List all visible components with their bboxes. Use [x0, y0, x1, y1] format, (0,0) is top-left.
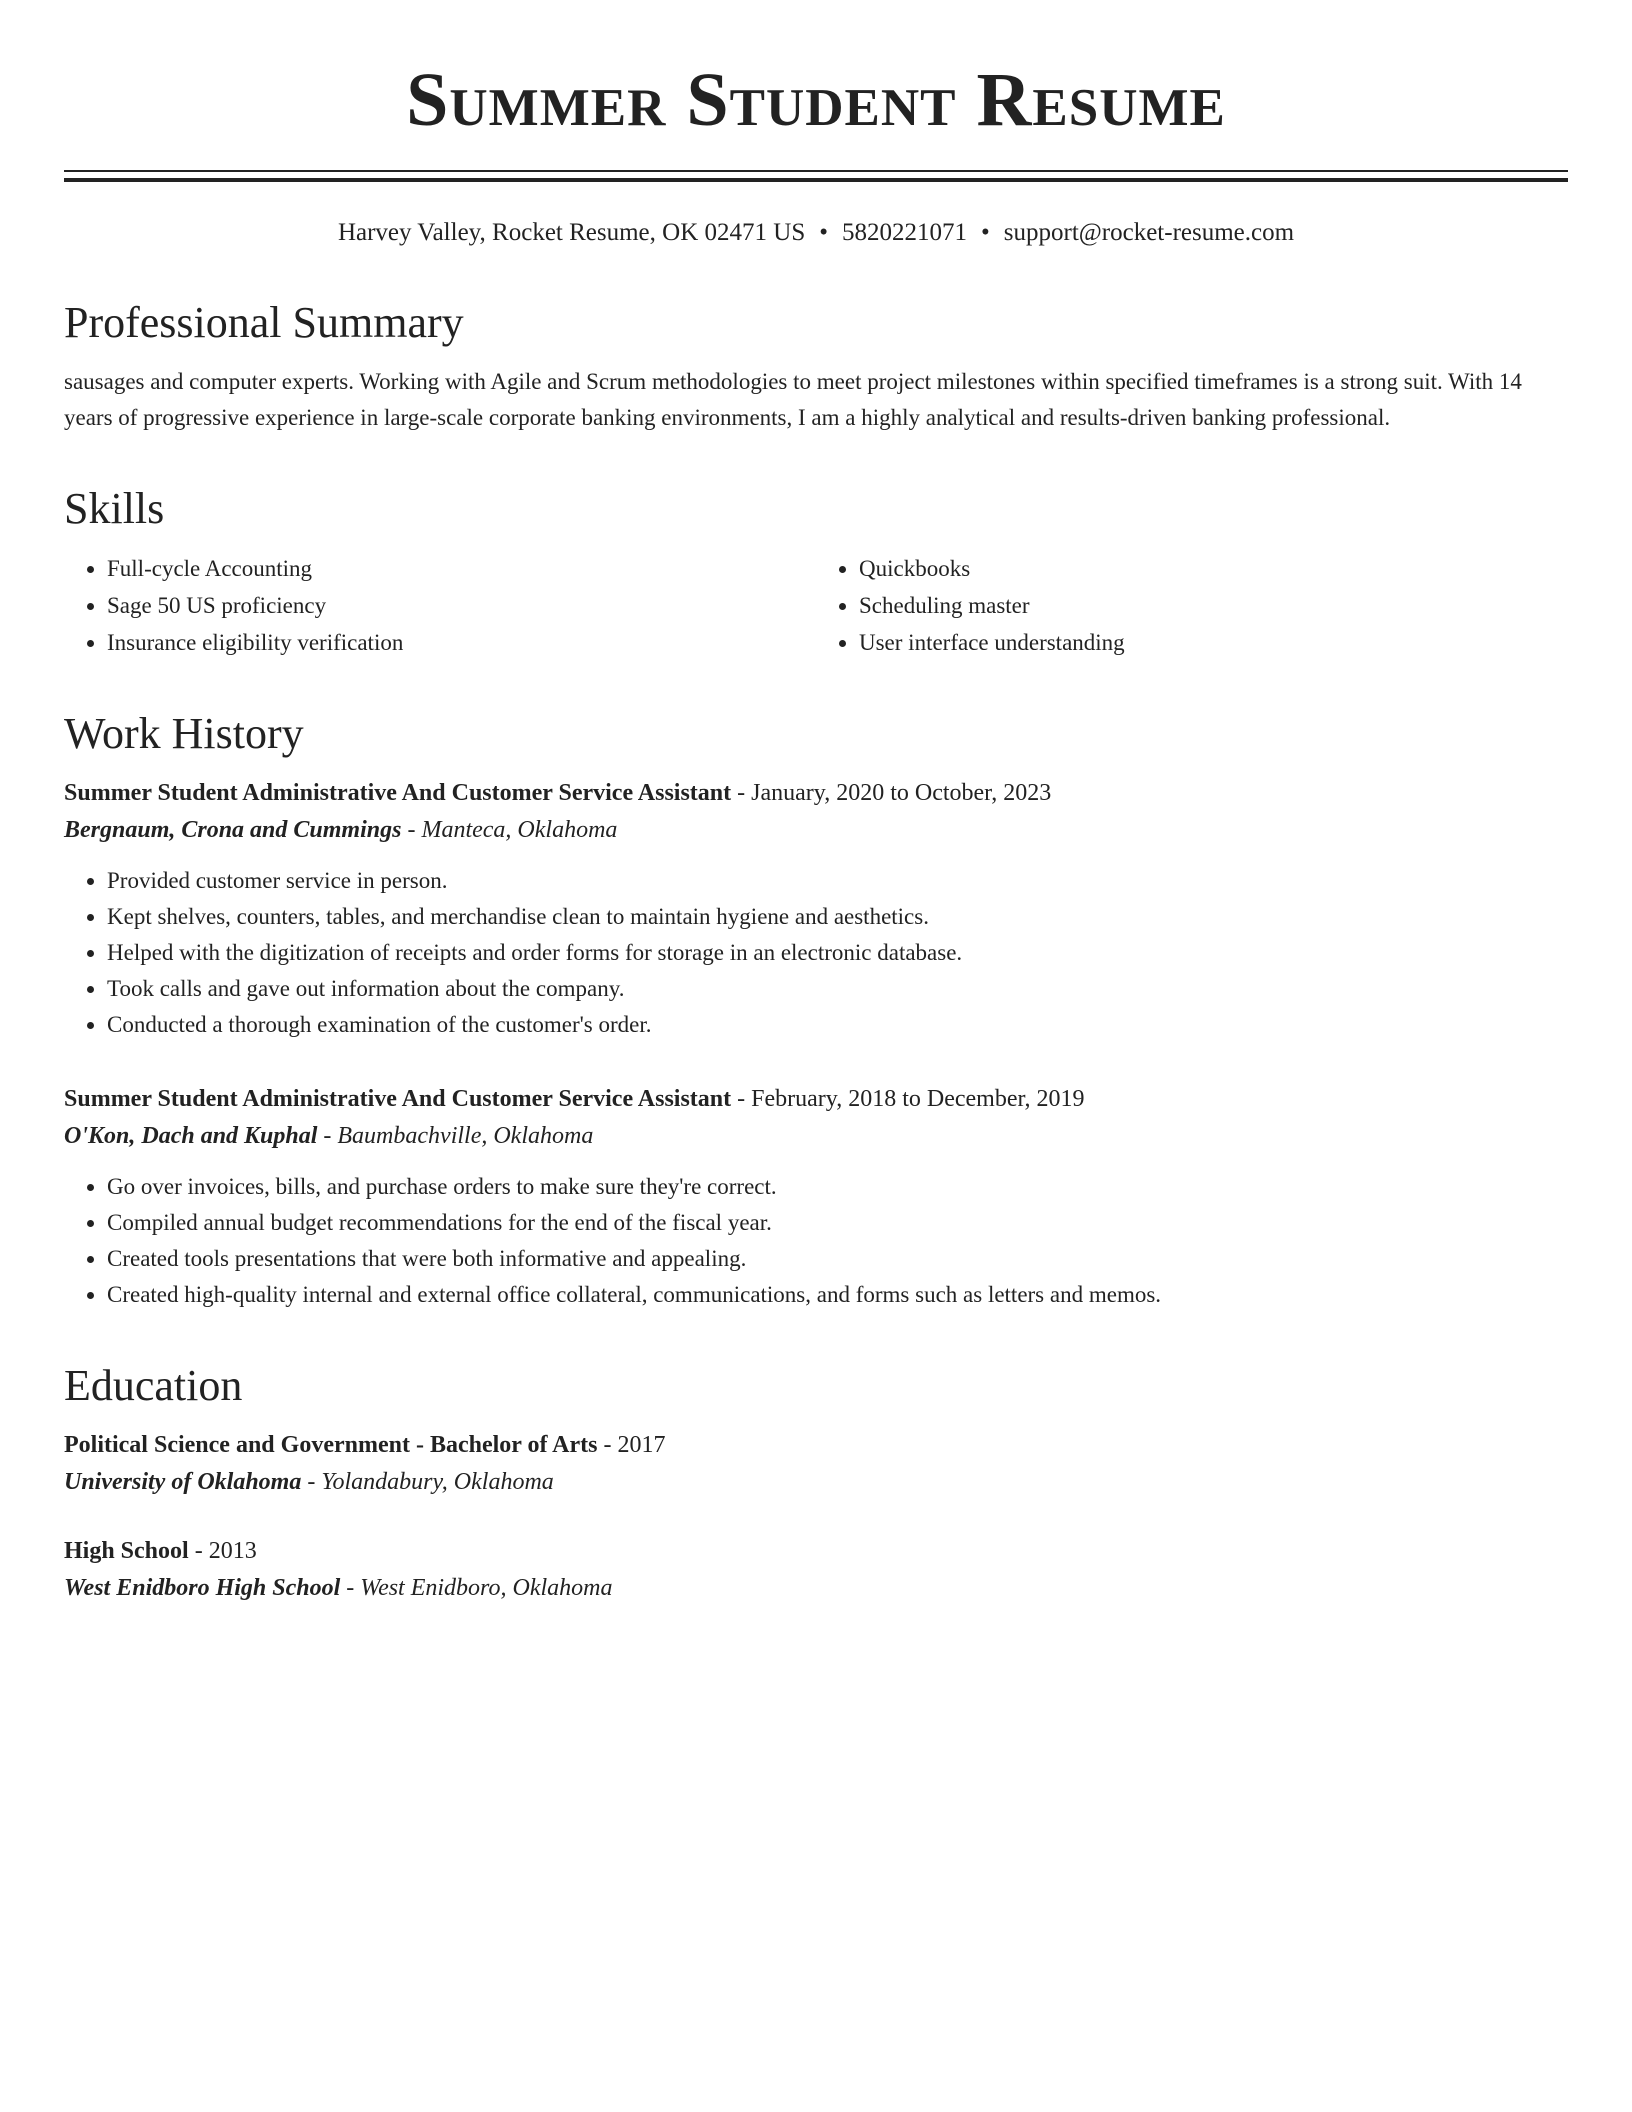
work-history-section	[64, 707, 1568, 1313]
work-history-heading: Work History	[64, 709, 304, 758]
header-divider	[64, 170, 1568, 182]
job-entry	[64, 1081, 1568, 1313]
education-entry	[64, 1427, 1568, 1501]
job-dates: - January, 2020 to October, 2023	[731, 780, 1052, 806]
contact-phone: 5820221071	[842, 219, 967, 246]
responsibility-item: • Created tools presentations that were both informative and appealing.	[107, 1241, 1568, 1277]
skills-right-column	[816, 550, 1568, 661]
responsibility-item: • Provided customer service in person.	[107, 863, 1568, 899]
education-entry	[64, 1533, 1568, 1607]
degree: Political Science and Government - Bachelor of Arts	[64, 1432, 598, 1458]
school-location: - Yolandabury, Oklahoma	[301, 1469, 554, 1495]
job-dates: - February, 2018 to December, 2019	[731, 1086, 1085, 1112]
skill-item: • Full-cycle Accounting	[107, 550, 816, 587]
responsibility-item: • Helped with the digitization of receipts and order forms for storage in an electronic database.	[107, 935, 1568, 971]
skill-item: • Scheduling master	[859, 587, 1568, 624]
skills-section	[64, 482, 1568, 661]
contact-address: Harvey Valley, Rocket Resume, OK 02471 US	[337, 219, 806, 246]
job-title: Summer Student Administrative And Customer Service Assistant	[64, 780, 732, 806]
divider-thin-line	[64, 170, 1568, 172]
contact-separator: •	[819, 219, 828, 246]
job-title-line	[64, 775, 1568, 811]
graduation-year: - 2017	[597, 1432, 666, 1458]
contact-email: support@rocket-resume.com	[1003, 219, 1295, 246]
school-line	[64, 1569, 1568, 1607]
graduation-year: - 2013	[188, 1538, 257, 1564]
school-name: University of Oklahoma	[64, 1469, 302, 1495]
job-company-line	[64, 1117, 1568, 1155]
degree-line	[64, 1533, 1568, 1569]
education-heading: Education	[64, 1361, 243, 1410]
job-responsibilities	[64, 1169, 1568, 1313]
responsibility-item: • Compiled annual budget recommendations for the end of the fiscal year.	[107, 1205, 1568, 1241]
degree: High School	[64, 1538, 189, 1564]
job-company: O'Kon, Dach and Kuphal	[64, 1123, 318, 1149]
job-title: Summer Student Administrative And Customer Service Assistant	[64, 1086, 732, 1112]
responsibility-item: • Go over invoices, bills, and purchase orders to make sure they're correct.	[107, 1169, 1568, 1205]
job-location: - Manteca, Oklahoma	[401, 817, 618, 843]
summary-section	[64, 296, 1568, 436]
resume-title: Summer Student Resume	[406, 58, 1226, 142]
contact-line	[64, 216, 1568, 250]
job-company: Bergnaum, Crona and Cummings	[64, 817, 402, 843]
divider-thick-line	[64, 178, 1568, 182]
job-company-line	[64, 811, 1568, 849]
responsibility-item: • Created high-quality internal and external office collateral, communications, and forms such as letters and memos.	[107, 1277, 1568, 1313]
skills-left-column	[64, 550, 816, 661]
job-title-line	[64, 1081, 1568, 1117]
responsibility-item: • Conducted a thorough examination of the customer's order.	[107, 1007, 1568, 1043]
school-location: - West Enidboro, Oklahoma	[340, 1575, 613, 1601]
responsibility-item: • Kept shelves, counters, tables, and merchandise clean to maintain hygiene and aesthetics.	[107, 899, 1568, 935]
summary-heading: Professional Summary	[64, 298, 464, 347]
school-name: West Enidboro High School	[64, 1575, 341, 1601]
responsibility-item: • Took calls and gave out information about the company.	[107, 971, 1568, 1007]
job-responsibilities	[64, 863, 1568, 1043]
skill-item: • Insurance eligibility verification	[107, 624, 816, 661]
job-entry	[64, 775, 1568, 1043]
job-location: - Baumbachville, Oklahoma	[317, 1123, 594, 1149]
education-section	[64, 1359, 1568, 1607]
contact-separator: •	[981, 219, 990, 246]
skills-heading: Skills	[64, 484, 165, 533]
summary-text: sausages and computer experts. Working with Agile and Scrum methodologies to meet project milestones within specified timeframes is a strong suit. With 14 years of progressive experience in large-scale corporate banking environments, I am a highly analytical and results-driven banking professional.	[64, 369, 1522, 430]
skill-item: • Sage 50 US proficiency	[107, 587, 816, 624]
skill-item: • Quickbooks	[859, 550, 1568, 587]
school-line	[64, 1463, 1568, 1501]
skill-item: • User interface understanding	[859, 624, 1568, 661]
degree-line	[64, 1427, 1568, 1463]
skills-columns	[64, 550, 1568, 661]
